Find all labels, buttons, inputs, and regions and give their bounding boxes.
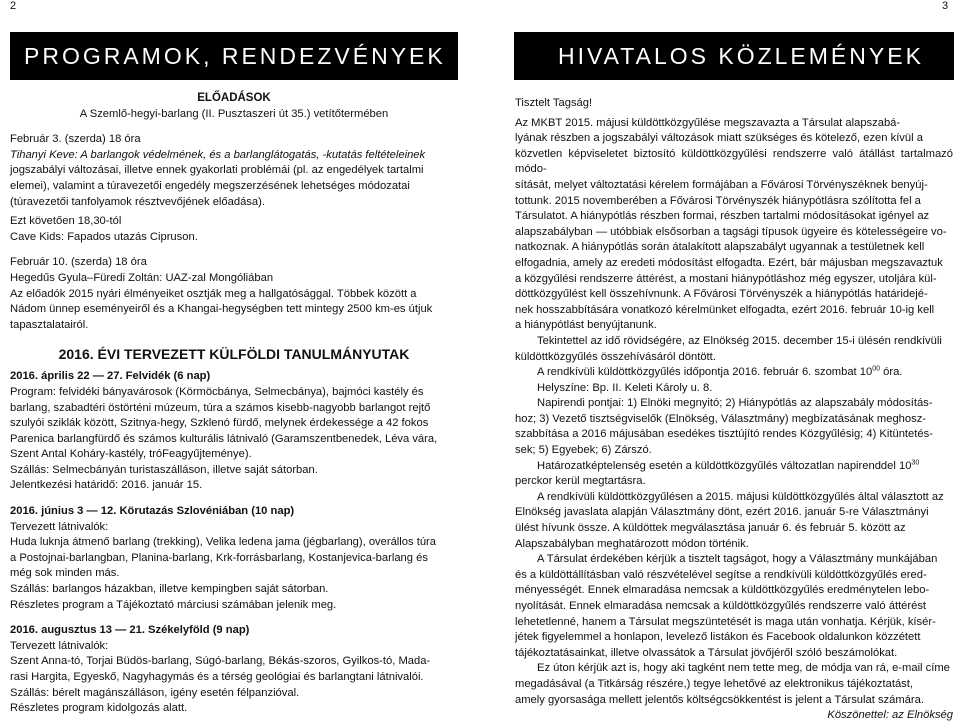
trip2-line-5: Szállás: barlangos házakban, illetve kempingben saját sátorban. (10, 583, 329, 596)
p2-line-2: küldöttközgyűlés összehívásáról döntött. (515, 350, 716, 363)
meeting-time-sup: 00 (872, 365, 881, 373)
request-line-2: és a küldöttállításban való részvételével segítse a rendkívüli küldöttközgyűlés ered- (515, 568, 927, 581)
lectures-venue: A Szemlő-hegyi-barlang (II. Pusztaszeri út 35.) vetítőtermében (79, 107, 389, 120)
study-trips-title: 2016. ÉVI TERVEZETT KÜLFÖLDI TANULMÁNYUTAK (58, 346, 410, 363)
cave-kids: Cave Kids: Fapados utazás Cipruson. (10, 230, 198, 243)
trip1-line-7: Jelentkezési határidő: 2016. január 15. (10, 479, 203, 492)
trip2-heading: 2016. június 3 — 12. Körutazás Szlovéniában (10 nap) (10, 505, 295, 518)
p1-line-12: nek hosszabbítására vonatkozó kérelmünket elfogadta, ezért 2016. február 10-ig kell (515, 303, 935, 316)
feb10-line-4: tapasztalatairól. (10, 318, 89, 331)
quorum-sup: 30 (911, 458, 920, 466)
meeting-date (515, 365, 953, 381)
p1-line-4: sítását, melyet változtatási kérelem formájában a Fővárosi Törvényszéknek benyúj- (515, 178, 928, 191)
greeting: Tisztelt Tagság! (515, 97, 593, 109)
agenda-line-4: sek; 5) Egyebek; 6) Zárszó. (515, 444, 652, 457)
trip3-heading: 2016. augusztus 13 — 21. Székelyföld (9 nap) (10, 624, 250, 637)
meeting-date-text: A rendkívüli küldöttközgyűlés időpontja 2016. február 6. szombat 10 (537, 366, 873, 379)
request-line-3: ményességét. Ennek elmaradása nemcsak a küldöttközgyűlés eredménytelen lebo- (515, 584, 930, 597)
trip3-line-5: Részletes program kidolgozás alatt. (10, 702, 188, 715)
p1-line-3: közvetlen képviseletet biztosító küldöttközgyűlési rendszerre való átállást tartalmazó módo- (515, 147, 953, 176)
request-line-4: nyolítását. Ennek elmaradása nemcsak a küldöttközgyűlés rendszerre való áttérést (515, 600, 927, 612)
request-line-6: jétek figyelemmel a honlapon, levelező listákon és Facebook oldalunkon közzétett (515, 631, 921, 644)
p2-line-1: Tekintettel az idő rövidségére, az Elnökség 2015. december 15-i ülésén rendkívüli (537, 334, 942, 347)
page-number-left: 2 (10, 0, 17, 12)
trip3-line-4: Szállás: bérelt magánszálláson, igény esetén félpanzióval. (10, 686, 300, 699)
p1-line-10: a közgyűlési rendszerre áttérést, a mostani hiánypótláshoz még egyszer, utoljára kül- (515, 272, 937, 285)
p1-line-9: elfogadnia, amely az eredeti módosítást elfogadta. Ezért, bár májusban megszavaztuk (515, 256, 943, 269)
trip1-line-3: szulyói sziklák között, Szitnya-hegy, Szklenó fürdő, melynek érdekessége a 42 fokos (10, 417, 429, 430)
banner-programs: PROGRAMOK, RENDEZVÉNYEK (10, 32, 458, 80)
feb3-line-2: jogszabályi változásai, illetve ennek gyakorlati problémái (pl. az engedélyek tartalmi (10, 164, 424, 177)
request-line-5: lehetetlenné, hanem a Társulat megszüntetését is maga után vonhatja. Kérjük, kísér- (515, 615, 936, 628)
notice-paragraph-1 (515, 116, 953, 334)
meeting-time-suffix: óra. (880, 366, 903, 379)
feb3-text (10, 148, 458, 210)
trip1-line-1: Program: felvidéki bányavárosok (Körmöcbánya, Selmecbánya), bajmóci kastély és (10, 385, 424, 398)
trip1-heading: 2016. április 22 — 27. Felvidék (6 nap) (10, 370, 211, 383)
feb10-line-3: Nádom ünnep eseményeiről és a Khangai-hegységben tett mintegy 2500 km-es útjuk (10, 303, 433, 316)
p1-line-6: Társulatot. A hiánypótlás részben formai, részben tartalmi módosításokat igényel az (515, 210, 930, 223)
from-1830: Ezt követően 18,30-tól (10, 215, 122, 228)
trip1-line-5: Szent Antal Koháry-kastély, tróFeagyűjteménye). (10, 448, 252, 461)
p1-line-11: döttközgyűlést kell összehívnunk. A Fővárosi Törvényszék a hiánypótlás határidejé- (515, 288, 928, 301)
meeting-venue: Helyszíne: Bp. II. Keleti Károly u. 8. (537, 381, 713, 394)
trip2-line-3: a Postojnai-barlangban, Planina-barlang, Krk-forrásbarlang, Kostanjevica-barlang és (10, 551, 428, 564)
feb10-line-2: Az előadók 2015 nyári élményeiket osztják meg a hallgatósággal. Többek között a (10, 287, 417, 300)
contact-line-3: amely gyorsasága mellett jelentős költségcsökkentést is jelent a Társulat számára. (515, 693, 924, 706)
p1-line-8: natkoznak. A hiánypótlás során átalakított alapszabályt ugyannak a testületnek kell (515, 241, 925, 254)
signoff: Köszönettel: az Elnökség (827, 709, 953, 722)
feb3-line-1: Tihanyi Keve: A barlangok védelmének, és a barlanglátogatás, -kutatás feltételeinek (10, 148, 426, 161)
contact-line-2: megadásával (a Titkárság részére,) tegye lehetővé az elektronikus tájékoztatást, (515, 677, 913, 690)
right-column (515, 96, 953, 724)
feb3-line-3: elemei), valamint a túravezetői engedély megszerzésének lehetséges módozatai (10, 179, 410, 192)
p1-line-2: lyának részben a jogszabályi változások miatt szükséges és kötelező, ezen kívül a (515, 132, 923, 145)
delegates-line-1: A rendkívüli küldöttközgyűlésen a 2015. májusi küldöttközgyűlés által választott az (537, 490, 944, 503)
quorum-line-1 (515, 459, 953, 475)
trip1-line-2: barlang, szabadtéri östörténi múzeum, túra a számos kisebb-nagyobb barlangot rejtő (10, 401, 431, 414)
agenda-line-1: Napirendi pontjai: 1) Elnöki megnyitó; 2) Hiánypótlás az alapszabály módosítás- (537, 397, 933, 410)
contact-line-1: Ez úton kérjük azt is, hogy aki tagként nem tette meg, de módja van rá, e-mail címe (537, 662, 950, 675)
banner-official-announcements: HIVATALOS KÖZLEMÉNYEK (514, 32, 954, 80)
feb3-heading: Február 3. (szerda) 18 óra (10, 133, 141, 146)
p1-line-13: a hiánypótlást benyújtanunk. (515, 319, 657, 332)
trip2-line-1: Tervezett látnivalók: (10, 520, 109, 533)
page-number-right: 3 (942, 0, 949, 12)
p1-line-5: tottunk. 2015 novemberében a Fővárosi Törvényszék hiánypótlásra szólította fel a (515, 194, 921, 207)
trip3-line-2: Szent Anna-tó, Torjai Büdös-barlang, Súgó-barlang, Békás-szoros, Gyilkos-tó, Mada- (10, 655, 431, 668)
agenda-line-3: szabbítása a 2016 májusában esedékes tisztújító rendes Közgyűlésig; 4) Kitüntetés- (515, 428, 933, 441)
feb10-line-1: Hegedűs Gyula–Füredi Zoltán: UAZ-zal Mongóliában (10, 271, 274, 284)
trip3-line-1: Tervezett látnivalók: (10, 639, 109, 652)
delegates-line-3: ülést hívunk össze. A küldöttek megválasztása január 6. és február 5. között az (515, 522, 906, 535)
delegates-line-2: Elnökség javaslata alapján Választmány dönt, ezért 2016. január 5-re Választmányi (515, 506, 929, 519)
trip1-line-6: Szállás: Selmecbányán turistaszálláson, illetve saját sátorban. (10, 463, 318, 476)
trip1-line-4: Parenica barlangfürdő és számos kulturális látnivaló (Garamszentbenedek, Léva vára, (10, 432, 438, 445)
trip2-line-6: Részletes program a Tájékoztató márciusi számában jelenik meg. (10, 598, 337, 611)
left-column (10, 91, 458, 717)
quorum-line-2: perckor kerül megtartásra. (515, 475, 646, 488)
request-line-1: A Társulat érdekében kérjük a tisztelt tagságot, hogy a Választmány munkájában (537, 553, 938, 566)
lectures-title: ELŐADÁSOK (197, 92, 271, 104)
feb10-heading: Február 10. (szerda) 18 óra (10, 256, 147, 269)
quorum-text: Határozatképtelenség esetén a küldöttközgyűlés változatlan napirenddel 10 (537, 459, 912, 472)
trip2-line-2: Huda luknja átmenő barlang (trekking), Velika ledena jama (jégbarlang), overállos túra (10, 536, 436, 549)
trip2-line-4: még sok minden más. (10, 567, 120, 580)
agenda-line-2: hoz; 3) Vezető tisztségviselők (Elnökség, Választmány) megbízatásának meghosz- (515, 412, 927, 425)
request-line-7: tájékoztatásainkat, illetve olvassátok a Társulat jövőjéről szóló beszámolókat. (515, 646, 898, 659)
p1-line-7: alapszabályban — utóbbiak elsősorban a tagsági típusok ügyeire és kötelességeire vo- (515, 225, 947, 238)
delegates-line-4: Alapszabályban meghatározott módon történik. (515, 537, 749, 550)
feb3-line-4: (túravezetői tanfolyamok résztvevőjének előadása). (10, 195, 265, 208)
trip3-line-3: rasi Hargita, Egyeskő, Nagyhagymás és a térség geológiai és barlangtani látnivalói. (10, 671, 424, 683)
p1-line-1: Az MKBT 2015. májusi küldöttközgyűlése megszavazta a Társulat alapszabá- (515, 116, 901, 129)
